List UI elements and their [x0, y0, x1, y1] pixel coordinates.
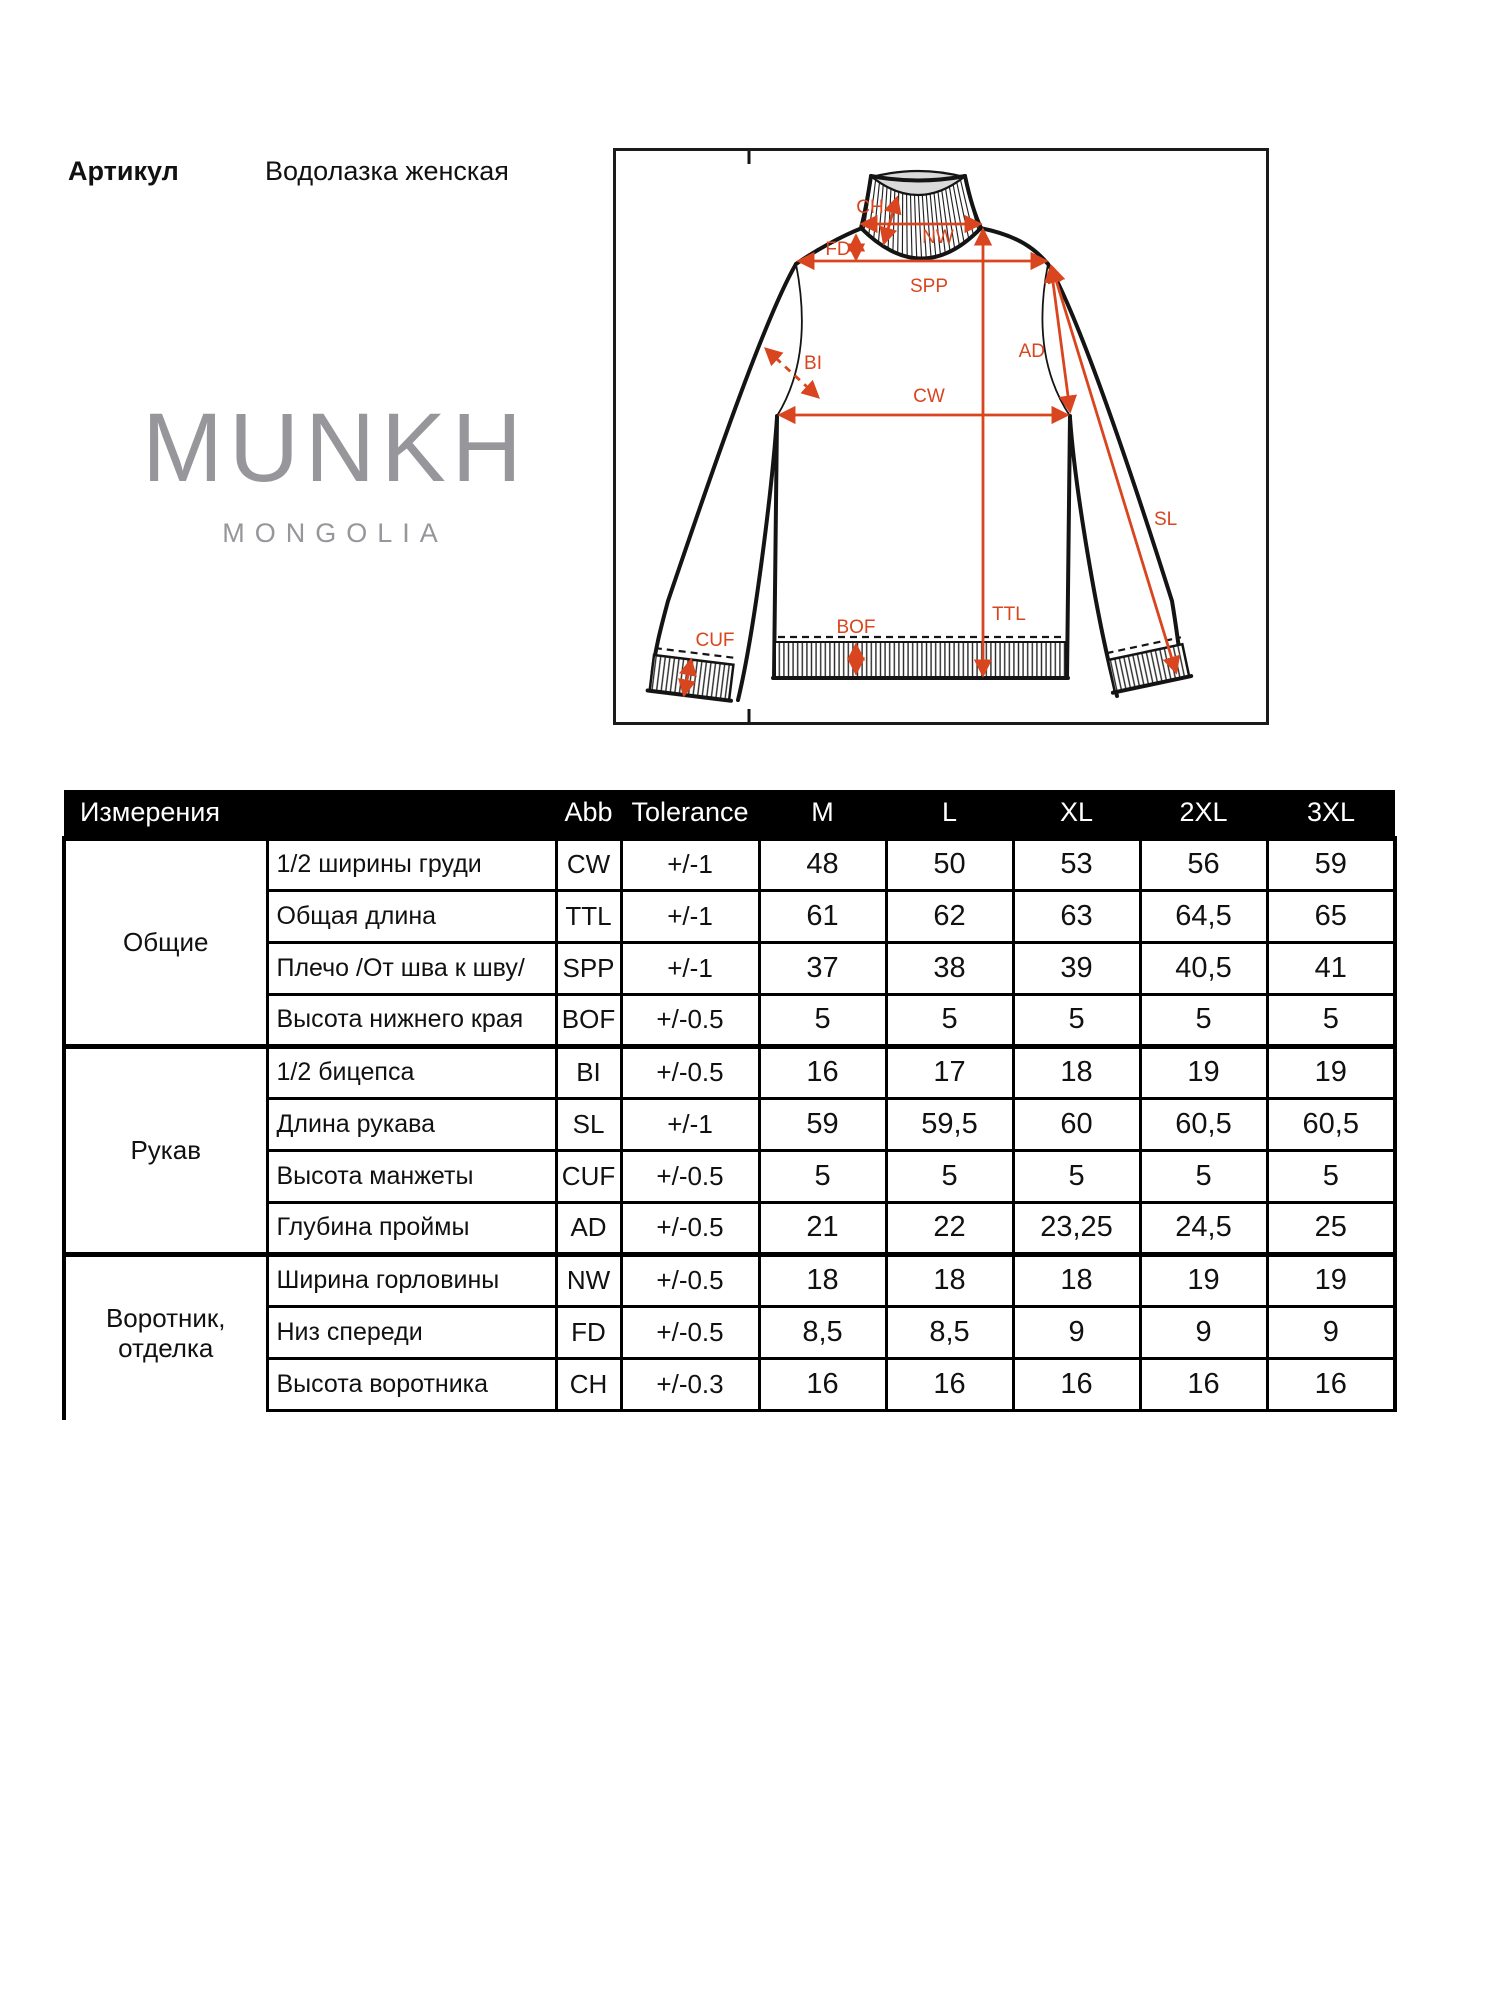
header-tolerance: Tolerance — [621, 790, 759, 838]
size-value-cell: 64,5 — [1140, 890, 1267, 942]
size-value-cell: 18 — [759, 1254, 886, 1306]
size-value-cell: 38 — [886, 942, 1013, 994]
size-value-cell: 25 — [1267, 1202, 1395, 1254]
size-value-cell: 5 — [886, 994, 1013, 1046]
measurement-label-cell: Высота воротника — [267, 1358, 556, 1410]
size-value-cell: 5 — [1013, 1150, 1140, 1202]
size-value-cell: 19 — [1267, 1254, 1395, 1306]
tolerance-cell: +/-0.5 — [621, 1150, 759, 1202]
abb-cell: AD — [556, 1202, 621, 1254]
measurement-label-cell: Длина рукава — [267, 1098, 556, 1150]
size-value-cell: 24,5 — [1140, 1202, 1267, 1254]
size-value-cell: 16 — [1140, 1358, 1267, 1410]
tolerance-cell: +/-1 — [621, 942, 759, 994]
measurement-label-cell: 1/2 бицепса — [267, 1046, 556, 1098]
size-value-cell: 17 — [886, 1046, 1013, 1098]
abb-cell: CH — [556, 1358, 621, 1410]
spp-label: SPP — [909, 276, 949, 297]
abb-cell: BOF — [556, 994, 621, 1046]
group-name-cell: Общие — [64, 838, 267, 1046]
size-value-cell: 63 — [1013, 890, 1140, 942]
size-value-cell: 53 — [1013, 838, 1140, 890]
tolerance-cell: +/-0.5 — [621, 1046, 759, 1098]
bi-label: BI — [804, 353, 822, 374]
tolerance-cell: +/-0.5 — [621, 994, 759, 1046]
ch-label: CH — [856, 197, 884, 218]
nw-label: NW — [922, 227, 954, 248]
article-value: Водолазка женская — [265, 156, 509, 186]
abb-cell: CW — [556, 838, 621, 890]
header-size-2xl: 2XL — [1140, 790, 1267, 838]
size-value-cell: 5 — [759, 1150, 886, 1202]
table-row — [64, 1254, 1395, 1306]
size-value-cell: 5 — [886, 1150, 1013, 1202]
size-value-cell: 5 — [1267, 1150, 1395, 1202]
header-size-3xl: 3XL — [1267, 790, 1395, 838]
measurement-label-cell: Глубина проймы — [267, 1202, 556, 1254]
table-left-border-tick — [62, 1406, 66, 1420]
group-name-cell: Рукав — [64, 1046, 267, 1254]
header-measurements: Измерения — [64, 790, 556, 838]
sl-label: SL — [1154, 509, 1178, 530]
size-value-cell: 56 — [1140, 838, 1267, 890]
size-value-cell: 59 — [759, 1098, 886, 1150]
header-size-l: L — [886, 790, 1013, 838]
size-value-cell: 22 — [886, 1202, 1013, 1254]
size-value-cell: 16 — [1013, 1358, 1140, 1410]
measurement-label-cell: Высота нижнего края — [267, 994, 556, 1046]
tolerance-cell: +/-1 — [621, 1098, 759, 1150]
brand-logo — [128, 393, 542, 549]
size-value-cell: 16 — [886, 1358, 1013, 1410]
size-value-cell: 40,5 — [1140, 942, 1267, 994]
tolerance-cell: +/-0.3 — [621, 1358, 759, 1410]
tolerance-cell: +/-1 — [621, 890, 759, 942]
size-value-cell: 60,5 — [1140, 1098, 1267, 1150]
measurement-label-cell: 1/2 ширины груди — [267, 838, 556, 890]
size-value-cell: 9 — [1140, 1306, 1267, 1358]
size-value-cell: 16 — [759, 1046, 886, 1098]
brand-name: MUNKH — [142, 393, 528, 502]
size-value-cell: 19 — [1267, 1046, 1395, 1098]
size-value-cell: 9 — [1013, 1306, 1140, 1358]
cw-label: CW — [913, 386, 945, 407]
article-label: Артикул — [68, 156, 179, 186]
header-size-m: M — [759, 790, 886, 838]
abb-cell: CUF — [556, 1150, 621, 1202]
abb-cell: FD — [556, 1306, 621, 1358]
cuf-label: CUF — [695, 630, 735, 651]
fd-label: FD — [825, 239, 851, 260]
measurement-label-cell: Ширина горловины — [267, 1254, 556, 1306]
size-value-cell: 5 — [1140, 1150, 1267, 1202]
bof-label: BOF — [836, 617, 876, 638]
size-value-cell: 48 — [759, 838, 886, 890]
sweater-diagram — [616, 151, 1266, 722]
size-value-cell: 19 — [1140, 1254, 1267, 1306]
ad-label: AD — [1018, 341, 1045, 362]
brand-subtitle: MONGOLIA — [222, 518, 448, 548]
size-value-cell: 50 — [886, 838, 1013, 890]
header-size-xl: XL — [1013, 790, 1140, 838]
size-value-cell: 5 — [1013, 994, 1140, 1046]
size-value-cell: 8,5 — [759, 1306, 886, 1358]
size-value-cell: 23,25 — [1013, 1202, 1140, 1254]
sweater-diagram-box — [613, 148, 1269, 725]
size-value-cell: 39 — [1013, 942, 1140, 994]
size-value-cell: 61 — [759, 890, 886, 942]
abb-cell: NW — [556, 1254, 621, 1306]
abb-cell: TTL — [556, 890, 621, 942]
abb-cell: SL — [556, 1098, 621, 1150]
abb-cell: BI — [556, 1046, 621, 1098]
collar-right-edge — [965, 176, 981, 228]
size-value-cell: 19 — [1140, 1046, 1267, 1098]
tolerance-cell: +/-0.5 — [621, 1254, 759, 1306]
size-value-cell: 18 — [1013, 1046, 1140, 1098]
tolerance-cell: +/-0.5 — [621, 1202, 759, 1254]
hem-rib-band — [775, 642, 1066, 678]
size-value-cell: 5 — [759, 994, 886, 1046]
abb-cell: SPP — [556, 942, 621, 994]
size-value-cell: 65 — [1267, 890, 1395, 942]
sweater-drawing — [648, 171, 1192, 706]
measurement-label-cell: Плечо /От шва к шву/ — [267, 942, 556, 994]
tolerance-cell: +/-1 — [621, 838, 759, 890]
size-value-cell: 5 — [1267, 994, 1395, 1046]
group-name-cell: Воротник, отделка — [64, 1254, 267, 1410]
measurement-label-cell: Общая длина — [267, 890, 556, 942]
size-value-cell: 60,5 — [1267, 1098, 1395, 1150]
size-value-cell: 59 — [1267, 838, 1395, 890]
table-row — [64, 1046, 1395, 1098]
size-spec-table — [62, 790, 1397, 1412]
size-value-cell: 60 — [1013, 1098, 1140, 1150]
size-value-cell: 16 — [759, 1358, 886, 1410]
tolerance-cell: +/-0.5 — [621, 1306, 759, 1358]
header-abb: Abb — [556, 790, 621, 838]
size-value-cell: 62 — [886, 890, 1013, 942]
size-value-cell: 37 — [759, 942, 886, 994]
size-value-cell: 21 — [759, 1202, 886, 1254]
size-value-cell: 5 — [1140, 994, 1267, 1046]
table-row — [64, 838, 1395, 890]
measurement-label-cell: Низ спереди — [267, 1306, 556, 1358]
measurement-label-cell: Высота манжеты — [267, 1150, 556, 1202]
size-value-cell: 41 — [1267, 942, 1395, 994]
size-value-cell: 59,5 — [886, 1098, 1013, 1150]
ttl-label: TTL — [992, 604, 1026, 625]
size-value-cell: 18 — [1013, 1254, 1140, 1306]
size-value-cell: 9 — [1267, 1306, 1395, 1358]
size-value-cell: 16 — [1267, 1358, 1395, 1410]
table-header-row — [64, 790, 1395, 838]
size-value-cell: 8,5 — [886, 1306, 1013, 1358]
size-value-cell: 18 — [886, 1254, 1013, 1306]
